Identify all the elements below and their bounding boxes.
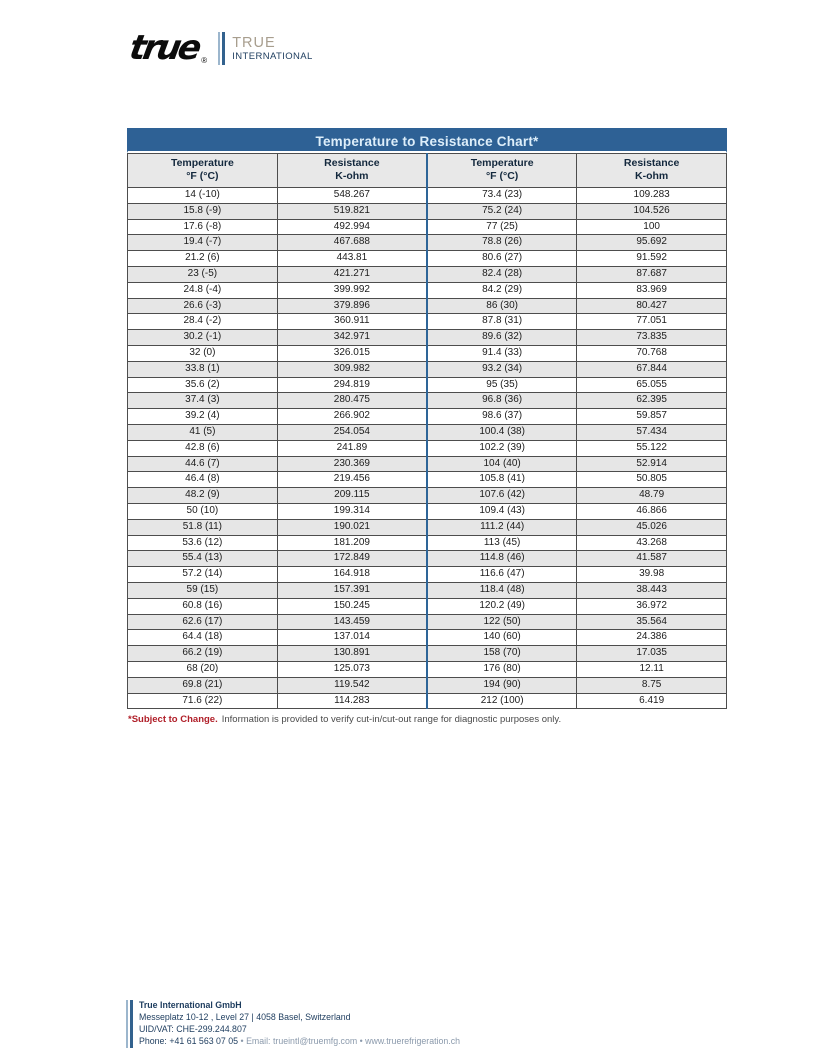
resistance-cell: 294.819 <box>277 377 427 393</box>
resistance-cell: 164.918 <box>277 567 427 583</box>
table-row <box>128 693 727 709</box>
temperature-cell: 44.6 (7) <box>128 456 278 472</box>
temperature-cell: 89.6 (32) <box>427 330 577 346</box>
col-header-resistance-1 <box>277 154 427 188</box>
temperature-cell: 26.6 (-3) <box>128 298 278 314</box>
resistance-cell: 83.969 <box>577 282 727 298</box>
temperature-cell: 39.2 (4) <box>128 409 278 425</box>
temperature-cell: 194 (90) <box>427 677 577 693</box>
resistance-cell: 43.268 <box>577 535 727 551</box>
temperature-cell: 86 (30) <box>427 298 577 314</box>
resistance-cell: 35.564 <box>577 614 727 630</box>
table-row <box>128 266 727 282</box>
resistance-cell: 87.687 <box>577 266 727 282</box>
footer-text-block <box>139 1000 460 1048</box>
true-international-logo <box>126 27 313 69</box>
footer-bar-light <box>126 1000 128 1048</box>
temperature-cell: 102.2 (39) <box>427 440 577 456</box>
temperature-cell: 35.6 (2) <box>128 377 278 393</box>
resistance-cell: 137.014 <box>277 630 427 646</box>
resistance-cell: 24.386 <box>577 630 727 646</box>
footer-address: Messeplatz 10-12 , Level 27 | 4058 Basel, Switzerland <box>139 1011 351 1022</box>
resistance-cell: 241.89 <box>277 440 427 456</box>
table-body <box>128 188 727 709</box>
col-header-unit: K-ohm <box>335 170 369 182</box>
temperature-cell: 55.4 (13) <box>128 551 278 567</box>
temperature-cell: 95 (35) <box>427 377 577 393</box>
true-script-wordmark: true <box>126 28 202 68</box>
resistance-cell: 36.972 <box>577 598 727 614</box>
resistance-cell: 45.026 <box>577 519 727 535</box>
table-row <box>128 503 727 519</box>
page-footer <box>126 1000 460 1048</box>
resistance-cell: 91.592 <box>577 251 727 267</box>
temperature-resistance-chart <box>127 128 727 709</box>
table-row <box>128 219 727 235</box>
table-row <box>128 203 727 219</box>
col-header-unit: K-ohm <box>635 170 669 182</box>
resistance-cell: 8.75 <box>577 677 727 693</box>
logo-bar-dark <box>222 32 225 65</box>
resistance-cell: 172.849 <box>277 551 427 567</box>
resistance-cell: 199.314 <box>277 503 427 519</box>
temperature-cell: 73.4 (23) <box>427 188 577 204</box>
footer-contact-line <box>139 1036 460 1048</box>
temperature-cell: 57.2 (14) <box>128 567 278 583</box>
resistance-cell: 50.805 <box>577 472 727 488</box>
table-row <box>128 393 727 409</box>
temperature-cell: 23 (-5) <box>128 266 278 282</box>
resistance-cell: 150.245 <box>277 598 427 614</box>
temperature-cell: 66.2 (19) <box>128 646 278 662</box>
table-row <box>128 251 727 267</box>
temperature-cell: 91.4 (33) <box>427 345 577 361</box>
table-row <box>128 551 727 567</box>
temperature-cell: 98.6 (37) <box>427 409 577 425</box>
registered-trademark-icon: ® <box>201 56 208 65</box>
table-header <box>128 154 727 188</box>
resistance-cell: 38.443 <box>577 582 727 598</box>
temperature-cell: 24.8 (-4) <box>128 282 278 298</box>
temperature-cell: 60.8 (16) <box>128 598 278 614</box>
temperature-cell: 42.8 (6) <box>128 440 278 456</box>
temperature-cell: 62.6 (17) <box>128 614 278 630</box>
resistance-cell: 190.021 <box>277 519 427 535</box>
temperature-cell: 113 (45) <box>427 535 577 551</box>
table-row <box>128 409 727 425</box>
temperature-cell: 75.2 (24) <box>427 203 577 219</box>
temperature-cell: 100.4 (38) <box>427 424 577 440</box>
col-header-label: Temperature <box>470 157 534 169</box>
resistance-cell: 125.073 <box>277 661 427 677</box>
temperature-cell: 118.4 (48) <box>427 582 577 598</box>
col-header-unit: °F (°C) <box>186 170 219 182</box>
table-row <box>128 188 727 204</box>
table-row <box>128 361 727 377</box>
col-header-label: Resistance <box>623 157 680 169</box>
temperature-cell: 109.4 (43) <box>427 503 577 519</box>
resistance-cell: 70.768 <box>577 345 727 361</box>
resistance-cell: 254.054 <box>277 424 427 440</box>
footer-divider-bars <box>126 1000 133 1048</box>
col-header-temperature-2 <box>427 154 577 188</box>
resistance-cell: 12.11 <box>577 661 727 677</box>
table-title: Temperature to Resistance Chart* <box>127 128 727 153</box>
table-header-row <box>128 154 727 188</box>
table-row <box>128 298 727 314</box>
footer-separator: • <box>359 1035 363 1046</box>
temperature-cell: 17.6 (-8) <box>128 219 278 235</box>
table-row <box>128 440 727 456</box>
temperature-cell: 32 (0) <box>128 345 278 361</box>
table-row <box>128 567 727 583</box>
resistance-cell: 100 <box>577 219 727 235</box>
resistance-cell: 80.427 <box>577 298 727 314</box>
resistance-cell: 104.526 <box>577 203 727 219</box>
temperature-cell: 93.2 (34) <box>427 361 577 377</box>
resistance-cell: 143.459 <box>277 614 427 630</box>
resistance-cell: 109.283 <box>577 188 727 204</box>
resistance-cell: 548.267 <box>277 188 427 204</box>
resistance-cell: 230.369 <box>277 456 427 472</box>
resistance-cell: 67.844 <box>577 361 727 377</box>
temperature-cell: 19.4 (-7) <box>128 235 278 251</box>
temperature-cell: 212 (100) <box>427 693 577 709</box>
footer-separator: • <box>240 1035 244 1046</box>
table-row <box>128 345 727 361</box>
resistance-cell: 57.434 <box>577 424 727 440</box>
resistance-cell: 209.115 <box>277 488 427 504</box>
footnote <box>128 714 561 725</box>
table-row <box>128 582 727 598</box>
table-row <box>128 519 727 535</box>
temperature-cell: 21.2 (6) <box>128 251 278 267</box>
temperature-cell: 30.2 (-1) <box>128 330 278 346</box>
table-row <box>128 314 727 330</box>
temperature-cell: 46.4 (8) <box>128 472 278 488</box>
temperature-cell: 14 (-10) <box>128 188 278 204</box>
resistance-cell: 52.914 <box>577 456 727 472</box>
resistance-cell: 95.692 <box>577 235 727 251</box>
temperature-cell: 105.8 (41) <box>427 472 577 488</box>
resistance-cell: 266.902 <box>277 409 427 425</box>
temperature-cell: 15.8 (-9) <box>128 203 278 219</box>
temperature-cell: 96.8 (36) <box>427 393 577 409</box>
resistance-cell: 280.475 <box>277 393 427 409</box>
table-row <box>128 677 727 693</box>
resistance-cell: 326.015 <box>277 345 427 361</box>
resistance-cell: 181.209 <box>277 535 427 551</box>
table-row <box>128 282 727 298</box>
col-header-label: Resistance <box>324 157 380 169</box>
temperature-cell: 51.8 (11) <box>128 519 278 535</box>
temperature-cell: 41 (5) <box>128 424 278 440</box>
temperature-cell: 84.2 (29) <box>427 282 577 298</box>
table-row <box>128 614 727 630</box>
footer-website-link[interactable]: www.truerefrigeration.ch <box>365 1035 461 1046</box>
resistance-cell: 342.971 <box>277 330 427 346</box>
temperature-cell: 107.6 (42) <box>427 488 577 504</box>
temperature-cell: 111.2 (44) <box>427 519 577 535</box>
temperature-cell: 116.6 (47) <box>427 567 577 583</box>
table-row <box>128 646 727 662</box>
temperature-cell: 69.8 (21) <box>128 677 278 693</box>
temperature-cell: 28.4 (-2) <box>128 314 278 330</box>
temperature-cell: 114.8 (46) <box>427 551 577 567</box>
table-row <box>128 535 727 551</box>
resistance-cell: 360.911 <box>277 314 427 330</box>
temperature-cell: 68 (20) <box>128 661 278 677</box>
resistance-cell: 309.982 <box>277 361 427 377</box>
resistance-cell: 219.456 <box>277 472 427 488</box>
temperature-cell: 78.8 (26) <box>427 235 577 251</box>
footnote-text: Information is provided to verify cut-in/cut-out range for diagnostic purposes only. <box>221 714 562 725</box>
table-row <box>128 456 727 472</box>
temperature-cell: 80.6 (27) <box>427 251 577 267</box>
col-header-label: Temperature <box>170 157 234 169</box>
col-header-unit: °F (°C) <box>485 170 519 182</box>
resistance-cell: 114.283 <box>277 693 427 709</box>
table-row <box>128 630 727 646</box>
temperature-cell: 87.8 (31) <box>427 314 577 330</box>
temperature-cell: 48.2 (9) <box>128 488 278 504</box>
temperature-cell: 53.6 (12) <box>128 535 278 551</box>
temperature-cell: 158 (70) <box>427 646 577 662</box>
temperature-cell: 104 (40) <box>427 456 577 472</box>
logo-divider-bars <box>218 32 225 65</box>
temperature-resistance-table <box>127 153 727 709</box>
col-header-resistance-2 <box>577 154 727 188</box>
footer-bar-dark <box>130 1000 133 1048</box>
table-row <box>128 424 727 440</box>
temperature-cell: 50 (10) <box>128 503 278 519</box>
resistance-cell: 59.857 <box>577 409 727 425</box>
table-row <box>128 488 727 504</box>
resistance-cell: 41.587 <box>577 551 727 567</box>
resistance-cell: 157.391 <box>277 582 427 598</box>
temperature-cell: 59 (15) <box>128 582 278 598</box>
temperature-cell: 64.4 (18) <box>128 630 278 646</box>
resistance-cell: 65.055 <box>577 377 727 393</box>
table-row <box>128 330 727 346</box>
resistance-cell: 379.896 <box>277 298 427 314</box>
resistance-cell: 443.81 <box>277 251 427 267</box>
temperature-cell: 82.4 (28) <box>427 266 577 282</box>
resistance-cell: 62.395 <box>577 393 727 409</box>
resistance-cell: 492.994 <box>277 219 427 235</box>
footer-vat: UID/VAT: CHE-299.244.807 <box>139 1023 247 1034</box>
temperature-cell: 71.6 (22) <box>128 693 278 709</box>
table-row <box>128 235 727 251</box>
resistance-cell: 6.419 <box>577 693 727 709</box>
footer-email-link[interactable]: Email: trueintl@truemfg.com <box>246 1035 358 1046</box>
resistance-cell: 55.122 <box>577 440 727 456</box>
temperature-cell: 37.4 (3) <box>128 393 278 409</box>
logo-brand-subtitle: INTERNATIONAL <box>232 50 313 62</box>
resistance-cell: 46.866 <box>577 503 727 519</box>
resistance-cell: 48.79 <box>577 488 727 504</box>
table-row <box>128 377 727 393</box>
logo-text-block <box>232 35 313 62</box>
table-row <box>128 598 727 614</box>
temperature-cell: 140 (60) <box>427 630 577 646</box>
resistance-cell: 77.051 <box>577 314 727 330</box>
table-row <box>128 661 727 677</box>
resistance-cell: 467.688 <box>277 235 427 251</box>
temperature-cell: 77 (25) <box>427 219 577 235</box>
resistance-cell: 421.271 <box>277 266 427 282</box>
temperature-cell: 120.2 (49) <box>427 598 577 614</box>
temperature-cell: 33.8 (1) <box>128 361 278 377</box>
resistance-cell: 130.891 <box>277 646 427 662</box>
resistance-cell: 519.821 <box>277 203 427 219</box>
logo-bar-light <box>218 32 220 65</box>
resistance-cell: 17.035 <box>577 646 727 662</box>
footnote-emphasis: *Subject to Change. <box>128 714 218 725</box>
col-header-temperature-1 <box>128 154 278 188</box>
resistance-cell: 73.835 <box>577 330 727 346</box>
footer-phone: Phone: +41 61 563 07 05 <box>139 1035 239 1046</box>
table-row <box>128 472 727 488</box>
resistance-cell: 119.542 <box>277 677 427 693</box>
logo-brand-name: TRUE <box>232 34 276 51</box>
temperature-cell: 122 (50) <box>427 614 577 630</box>
temperature-cell: 176 (80) <box>427 661 577 677</box>
resistance-cell: 39.98 <box>577 567 727 583</box>
resistance-cell: 399.992 <box>277 282 427 298</box>
footer-company-name: True International GmbH <box>139 1000 242 1010</box>
